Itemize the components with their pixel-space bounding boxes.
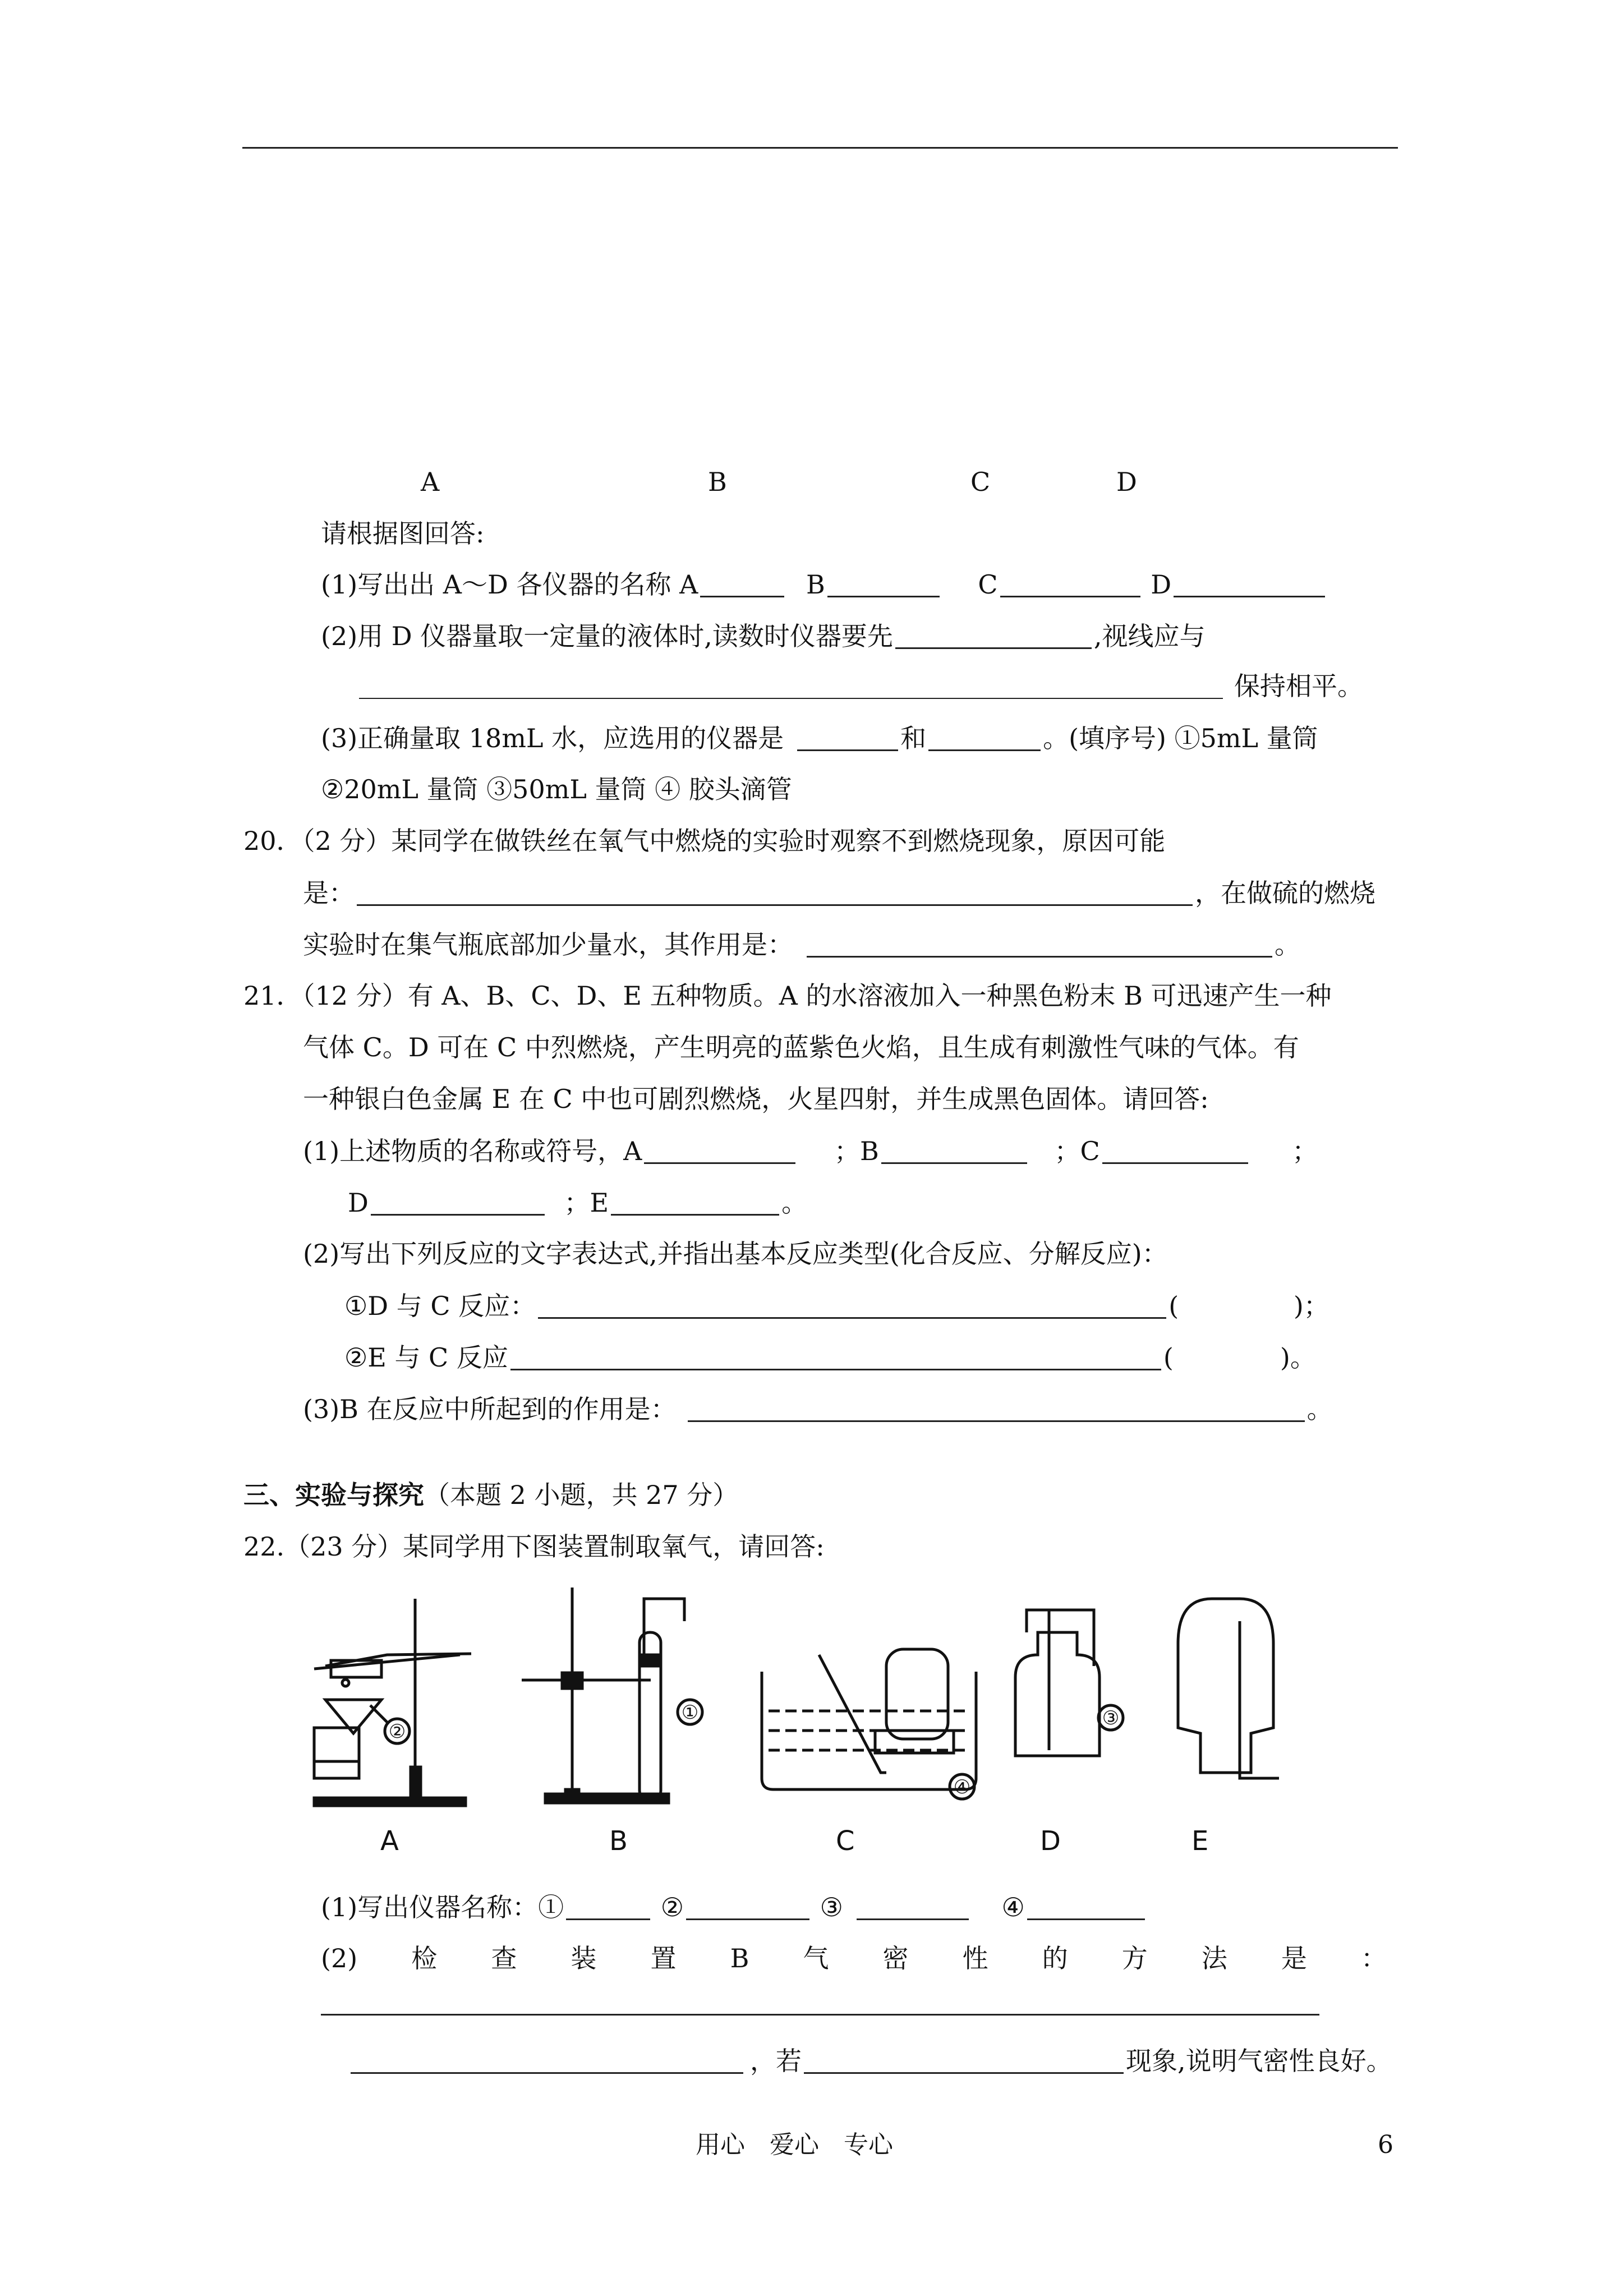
fig-label-c: C [970,467,991,497]
q21-part1-line2: D ；E 。 [348,1188,808,1218]
blank-catalyst-role[interactable] [688,1396,1305,1422]
fig2-label-d: D [1040,1825,1061,1857]
q21-part1-line1: (1)上述物质的名称或符号，A ；B ；C ； [303,1136,1318,1166]
q22-part2: (2) 检 查 装 置 B 气 密 性 的 方 法 是 ： [321,1943,1387,1973]
blank-sub-b[interactable] [881,1138,1027,1164]
q20-line3: 实验时在集气瓶底部加少量水，其作用是： 。 [303,930,1300,960]
marker-4: ④ [953,1776,971,1798]
blank-b[interactable] [827,571,940,597]
q19-intro: 请根据图回答: [321,518,485,549]
header-rule [242,147,1398,149]
q20-line2: 是： ，在做硫的燃烧 [303,878,1375,908]
marker-1: ① [681,1701,699,1724]
blank-sub-e[interactable] [611,1189,779,1216]
blank-inst-4[interactable] [1027,1894,1145,1920]
blank-inst-2[interactable] [686,1894,809,1920]
q22-part2-line3: ，若 现象,说明气密性良好。 [351,2047,1392,2074]
q19-part3-line2: ②20mL 量筒 ③50mL 量筒 ④ 胶头滴管 [321,774,792,804]
apparatus-d [1015,1610,1123,1756]
apparatus-e [1178,1599,1279,1778]
apparatus-b [522,1588,702,1803]
q20-line1: 20．（2 分）某同学在做铁丝在氧气中燃烧的实验时观察不到燃烧现象，原因可能 [243,826,1166,856]
fig2-label-b: B [609,1825,628,1857]
q22-line1: 22.（23 分）某同学用下图装置制取氧气，请回答: [243,1531,825,1562]
blank-sub-d[interactable] [371,1189,545,1216]
blank-sightline[interactable] [359,673,1223,699]
blank-inst-1[interactable] [566,1894,650,1920]
marker-3: ③ [1102,1707,1120,1729]
blank-a[interactable] [700,571,784,597]
q19-part1: (1)写出出 A～D 各仪器的名称 A B C D [321,571,1327,597]
q21-part3: (3)B 在反应中所起到的作用是： 。 [303,1394,1333,1424]
fig2-label-a: A [380,1825,399,1857]
blank-phenomenon[interactable] [804,2047,1124,2074]
q22-part1: (1)写出仪器名称：① ② ③ ④ [321,1894,1147,1920]
fig2-label-e: E [1191,1825,1209,1857]
q21-line1: 21．（12 分）有 A、B、C、D、E 五种物质。A 的水溶液加入一种黑色粉末 B 可迅速产生一种 [243,981,1332,1011]
q21-line2: 气体 C。D 可在 C 中烈燃烧，产生明亮的蓝紫色火焰，且生成有刺激性气味的气体。有 [303,1032,1299,1062]
blank-sub-a[interactable] [644,1138,795,1164]
blank-instrument-1[interactable] [797,725,898,751]
blank-instrument-2[interactable] [928,725,1041,751]
section-3-heading: 三、实验与探究（本题 2 小题，共 27 分） [243,1480,739,1510]
fig-label-a: A [421,467,440,497]
q19-part2-line1: (2)用 D 仪器量取一定量的液体时,读数时仪器要先 ,视线应与 [321,621,1206,651]
q21-part2: (2)写出下列反应的文字表达式,并指出基本反应类型(化合反应、分解反应)： [303,1239,1168,1269]
blank-inst-3[interactable] [857,1894,969,1920]
blank-iron-reason[interactable] [357,880,1193,906]
blank-d[interactable] [1174,571,1325,597]
fig2-label-c: C [836,1825,855,1857]
blank-airtight-method-2[interactable] [351,2047,743,2074]
blank-water-purpose[interactable] [807,931,1272,958]
apparatus-c [762,1649,976,1799]
blank-c[interactable] [1000,571,1140,597]
blank-eq-dc[interactable] [538,1292,1166,1319]
fig-label-b: B [708,467,727,497]
page-number: 6 [1378,2131,1393,2159]
fig-label-d: D [1116,467,1137,497]
blank-read-first[interactable] [895,623,1092,649]
blank-eq-ec[interactable] [510,1344,1161,1370]
marker-2: ② [388,1720,406,1743]
apparatus-a [314,1599,471,1806]
q21-part2-1: ①D 与 C 反应： ( )； [344,1291,1329,1321]
q19-part3-line1: (3)正确量取 18mL 水，应选用的仪器是 和 。(填序号) ①5mL 量筒 [321,723,1318,753]
blank-sub-c[interactable] [1102,1138,1248,1164]
footer-motto: 用心 爱心 专心 [696,2131,893,2159]
q21-line3: 一种银白色金属 E 在 C 中也可剧烈燃烧，火星四射，并生成黑色固体。请回答: [303,1084,1209,1114]
blank-airtight-method[interactable] [321,2014,1319,2016]
apparatus-figure [303,1588,1290,1823]
q19-part2-line2: 保持相平。 [359,673,1363,699]
q21-part2-2: ②E 与 C 反应 ( )。 [344,1342,1316,1373]
